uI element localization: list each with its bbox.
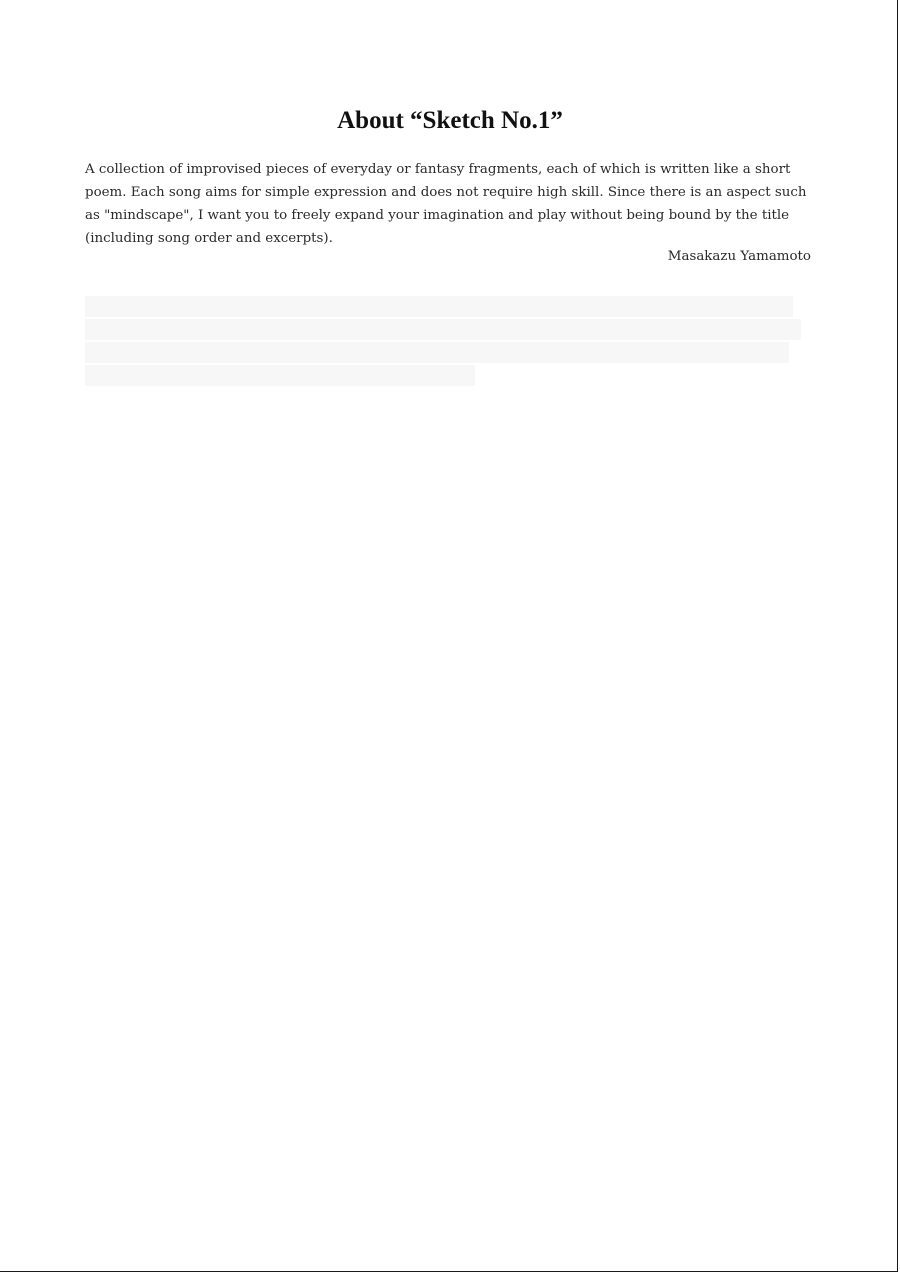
author-signature: Masakazu Yamamoto (667, 249, 811, 264)
faded-line (85, 296, 793, 317)
faded-line (85, 342, 789, 363)
faded-line (85, 365, 475, 386)
faded-text-block (85, 296, 801, 390)
page-title: About “Sketch No.1” (337, 106, 563, 134)
faded-line (85, 319, 801, 340)
body-paragraph: A collection of improvised pieces of everyday or fantasy fragments, each of which is written like a short poem. Each song aims for simple expression and does not require high skill. Since there is an aspect such as "mindscape", I want you to freely expand your imagination and play without being bound by the title (including song order and excerpts). (85, 162, 807, 246)
